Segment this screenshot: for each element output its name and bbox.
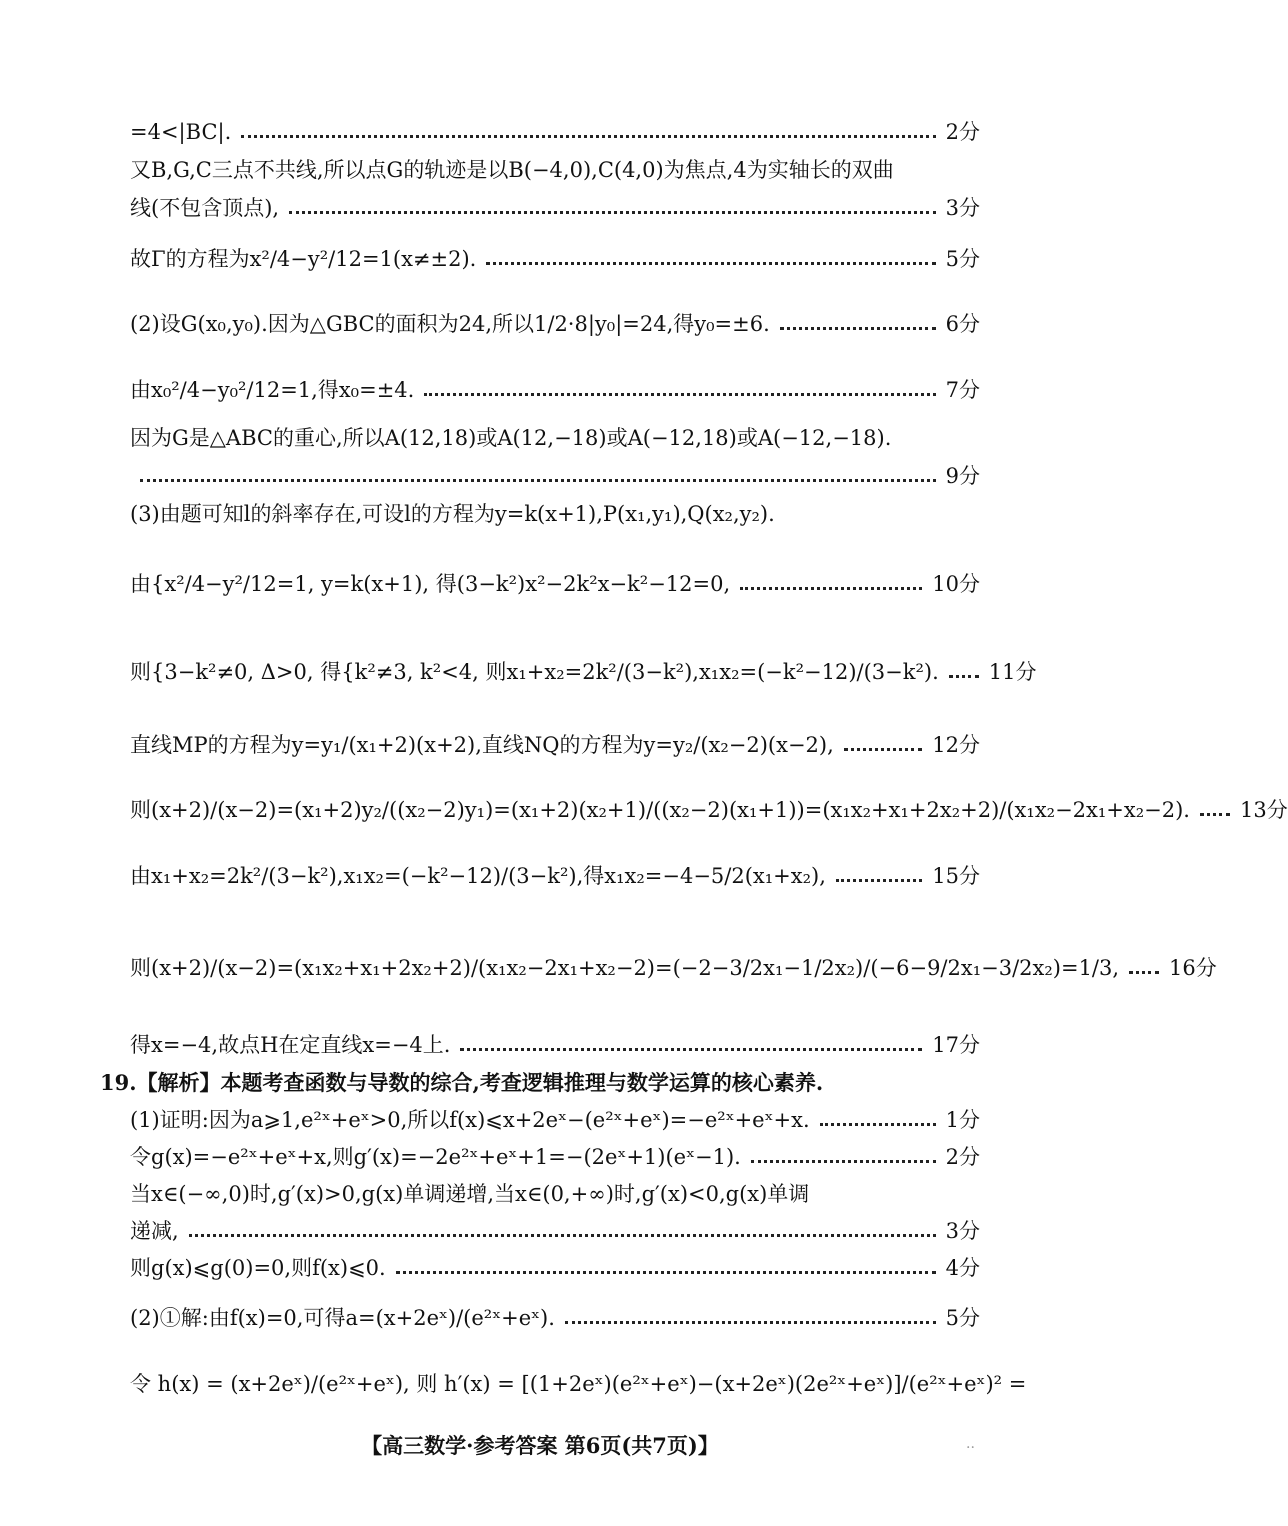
solution-line-4: [130, 245, 980, 273]
line-text: 故Γ的方程为x²/4−y²/12=1(x≠±2).: [130, 247, 477, 271]
line-text: 直线MP的方程为y=y₁/(x₁+2)(x+2),直线NQ的方程为y=y₂/(x₂−2)(x−2),: [130, 733, 834, 757]
line-text: 当x∈(−∞,0)时,g′(x)>0,g(x)单调递增,当x∈(0,+∞)时,g′(x)<0,g(x)单调: [130, 1182, 810, 1206]
score-label: 17分: [932, 1033, 980, 1057]
dot-leader: [189, 1234, 936, 1237]
solution-line-20: [130, 1180, 980, 1208]
dot-leader: [1200, 813, 1230, 816]
solution-line-5: [130, 310, 980, 338]
corner-mark: ..: [966, 1436, 975, 1452]
question-19-heading: [100, 1069, 980, 1097]
line-text: 由{x²/4−y²/12=1, y=k(x+1), 得(3−k²)x²−2k²x−k²−12=0,: [130, 572, 731, 596]
solution-line-21: [130, 1217, 980, 1245]
dot-leader: [751, 1160, 936, 1163]
solution-line-2: [130, 156, 980, 184]
solution-line-14: [130, 862, 980, 890]
score-label: 7分: [945, 378, 980, 402]
dot-leader: [949, 675, 979, 678]
solution-line-12: [130, 731, 980, 759]
dot-leader: [396, 1271, 936, 1274]
line-text: 则g(x)⩽g(0)=0,则f(x)⩽0.: [130, 1256, 386, 1280]
solution-line-7: [130, 424, 980, 452]
solution-line-3: [130, 194, 980, 222]
solution-line-9: [130, 500, 980, 528]
score-label: 15分: [932, 864, 980, 888]
solution-line-6: [130, 376, 980, 404]
line-text: (1)证明:因为a⩾1,e²ˣ+eˣ>0,所以f(x)⩽x+2eˣ−(e²ˣ+eˣ)=−e²ˣ+eˣ+x.: [130, 1108, 810, 1132]
dot-leader: [844, 748, 922, 751]
line-text: 则(x+2)/(x−2)=(x₁+2)y₂/((x₂−2)y₁)=(x₁+2)(x₂+1)/((x₂−2)(x₁+1))=(x₁x₂+x₁+2x₂+2)/(x₁x₂−2x₁+x₂−2).: [130, 798, 1190, 822]
score-label: 12分: [932, 733, 980, 757]
score-label: 5分: [945, 1306, 980, 1330]
score-label: 11分: [988, 660, 1037, 684]
solution-line-22: [130, 1254, 980, 1282]
line-text: 又B,G,C三点不共线,所以点G的轨迹是以B(−4,0),C(4,0)为焦点,4为实轴长的双曲: [130, 158, 894, 182]
score-label: 1分: [945, 1108, 980, 1132]
solution-line-24: [130, 1370, 1027, 1398]
line-text: 令 h(x) = (x+2eˣ)/(e²ˣ+eˣ), 则 h′(x) = [(1+2eˣ)(e²ˣ+eˣ)−(x+2eˣ)(2e²ˣ+eˣ)]/(e²ˣ+eˣ)² =: [130, 1372, 1027, 1396]
solution-line-8: [130, 462, 980, 490]
line-text: =4<|BC|.: [130, 120, 232, 144]
solution-line-13: [130, 796, 1288, 824]
score-label: 3分: [945, 196, 980, 220]
score-label: 4分: [945, 1256, 980, 1280]
line-text: 由x₁+x₂=2k²/(3−k²),x₁x₂=(−k²−12)/(3−k²),得x₁x₂=−4−5/2(x₁+x₂),: [130, 864, 826, 888]
solution-line-16: [130, 1031, 980, 1059]
line-text: 19.【解析】本题考查函数与导数的综合,考查逻辑推理与数学运算的核心素养.: [100, 1070, 824, 1095]
score-label: 16分: [1169, 956, 1217, 980]
dot-leader: [740, 587, 922, 590]
dot-leader: [836, 879, 922, 882]
score-label: 2分: [945, 1145, 980, 1169]
line-text: 递减,: [130, 1219, 179, 1243]
dot-leader: [1129, 971, 1159, 974]
dot-leader: [565, 1321, 936, 1324]
dot-leader: [241, 135, 935, 138]
dot-leader: [820, 1123, 936, 1126]
line-text: 得x=−4,故点H在定直线x=−4上.: [130, 1033, 451, 1057]
score-label: 6分: [945, 312, 980, 336]
score-label: 2分: [945, 120, 980, 144]
line-text: (3)由题可知l的斜率存在,可设l的方程为y=k(x+1),P(x₁,y₁),Q(x₂,y₂).: [130, 502, 775, 526]
dot-leader: [289, 211, 936, 214]
page-footer: 【高三数学·参考答案 第6页(共7页)】: [361, 1433, 719, 1458]
solution-line-11: [130, 658, 1037, 686]
line-text: 则{3−k²≠0, Δ>0, 得{k²≠3, k²<4, 则x₁+x₂=2k²/(3−k²),x₁x₂=(−k²−12)/(3−k²).: [130, 660, 939, 684]
line-text: 由x₀²/4−y₀²/12=1,得x₀=±4.: [130, 378, 415, 402]
line-text: 线(不包含顶点),: [130, 196, 280, 220]
solution-line-10: [130, 570, 980, 598]
solution-line-1: [130, 118, 980, 146]
solution-line-19: [130, 1143, 980, 1171]
line-text: 因为G是△ABC的重心,所以A(12,18)或A(12,−18)或A(−12,18)或A(−12,−18).: [130, 426, 892, 450]
score-label: 5分: [945, 247, 980, 271]
line-text: 令g(x)=−e²ˣ+eˣ+x,则g′(x)=−2e²ˣ+eˣ+1=−(2eˣ+1)(eˣ−1).: [130, 1145, 741, 1169]
line-text: 则(x+2)/(x−2)=(x₁x₂+x₁+2x₂+2)/(x₁x₂−2x₁+x₂−2)=(−2−3/2x₁−1/2x₂)/(−6−9/2x₁−3/2x₂)=1/3,: [130, 956, 1120, 980]
dot-leader: [460, 1048, 922, 1051]
solution-line-18: [130, 1106, 980, 1134]
dot-leader: [140, 479, 936, 482]
dot-leader: [486, 262, 935, 265]
line-text: (2)①解:由f(x)=0,可得a=(x+2eˣ)/(e²ˣ+eˣ).: [130, 1306, 555, 1330]
score-label: 3分: [945, 1219, 980, 1243]
line-text: (2)设G(x₀,y₀).因为△GBC的面积为24,所以1/2·8|y₀|=24,得y₀=±6.: [130, 312, 770, 336]
solution-line-23: [130, 1304, 980, 1332]
score-label: 9分: [945, 464, 980, 488]
dot-leader: [424, 393, 935, 396]
score-label: 10分: [932, 572, 980, 596]
score-label: 13分: [1239, 798, 1288, 822]
solution-line-15: [130, 954, 1217, 982]
dot-leader: [780, 327, 936, 330]
